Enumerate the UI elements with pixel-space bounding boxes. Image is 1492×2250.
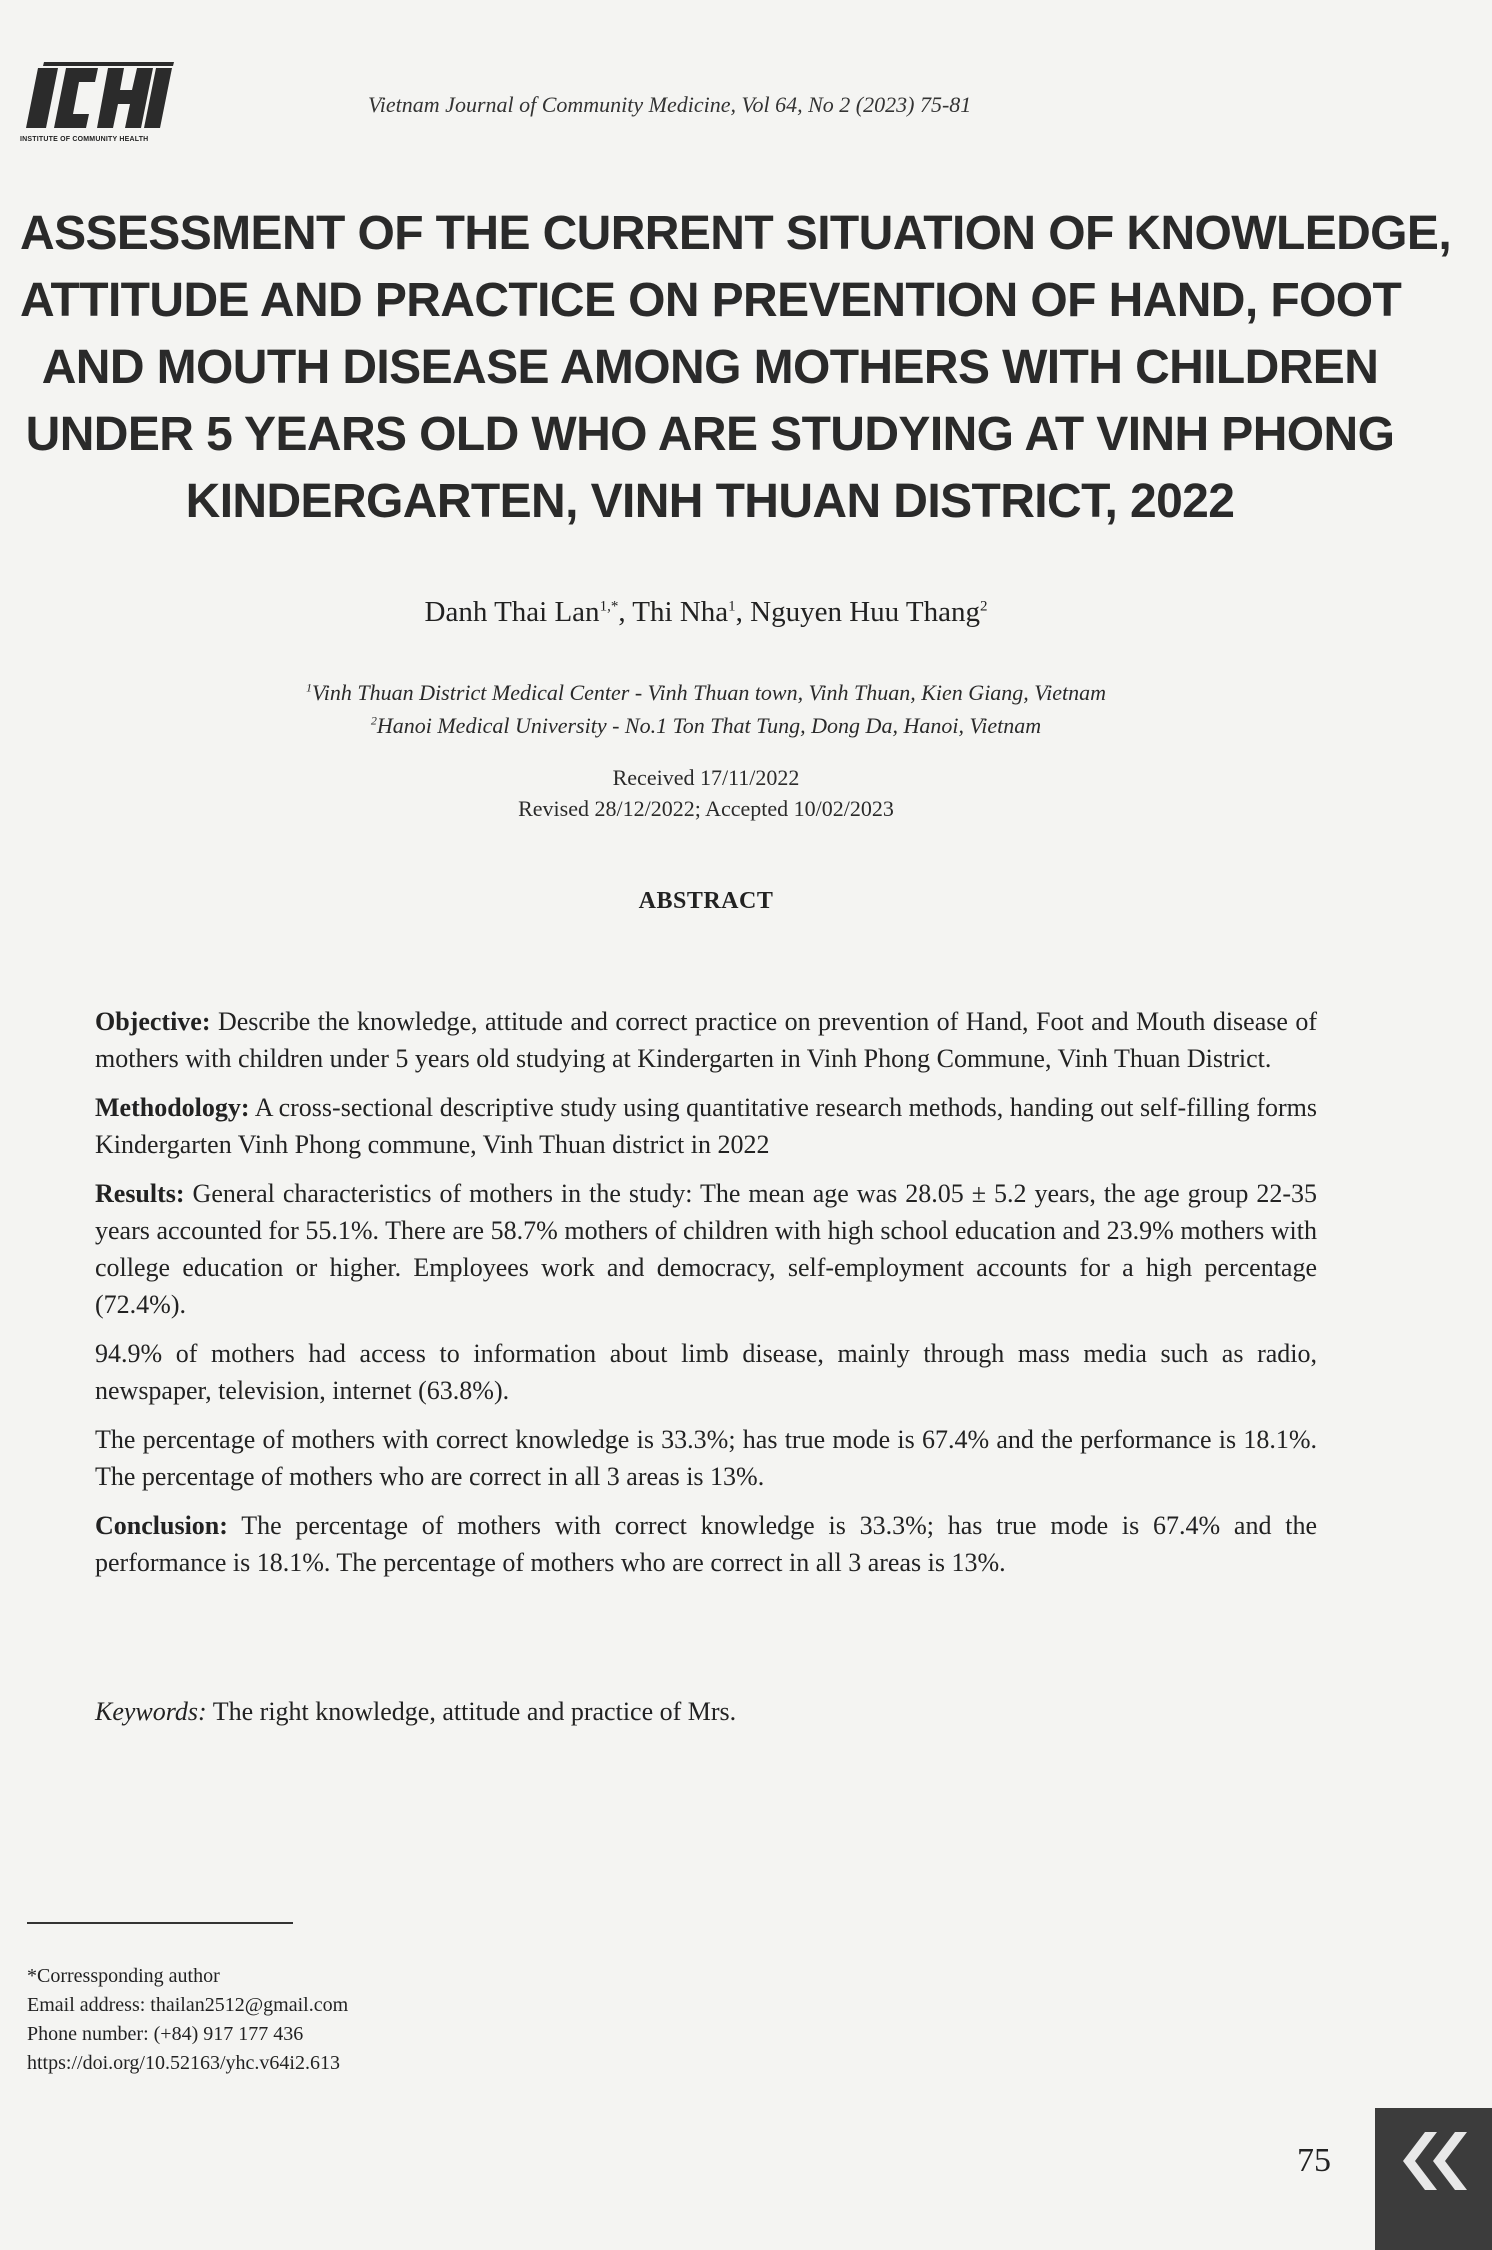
objective-label: Objective: [95,1007,211,1036]
paper-title [20,200,1452,535]
abstract-conclusion [95,1507,1317,1581]
author-list: Danh Thai Lan$^{1,*}$, Thi Nha$^1$, Nguyen Huu Thang$^2$ [424,596,988,628]
author-email: Email address: thailan2512@gmail.com [27,1994,349,2016]
author-affil-sup: 1 [728,598,736,615]
conclusion-text: The percentage of mothers with correct knowledge is 33.3%; has true mode is 67.4% and the performance is 18.1%. The percentage of mothers who are correct in all 3 areas is 13%. [95,1511,1317,1577]
double-chevron-left-icon [1381,2126,1481,2196]
abstract-heading: ABSTRACT [638,888,774,914]
corner-tab [1375,2108,1492,2250]
title-line: KINDERGARTEN, VINH THUAN DISTRICT, 2022 [185,475,1235,528]
affiliation-text: Vinh Thuan District Medical Center - Vinh Thuan town, Vinh Thuan, Kien Giang, Vietnam [312,680,1106,705]
affiliation-sup: 2 [370,713,377,728]
corresponding-author: *Corressponding author [27,1965,220,1987]
results-text: General characteristics of mothers in the study: The mean age was 28.05 ± 5.2 years, the age group 22-35 years accounted for 55.1%. There are 58.7% mothers of children with high school education and 23.9% mothers with college education or higher. Employees work and democracy, self-employment accounts for a high percentage (72.4%). [95,1179,1317,1319]
affiliation-sup: 1 [306,680,312,695]
abstract-methodology [95,1089,1317,1163]
affiliation-text: Hanoi Medical University - No.1 Ton That Tung, Dong Da, Hanoi, Vietnam [376,713,1042,738]
methodology-label: Methodology: [95,1093,250,1122]
journal-header: Vietnam Journal of Community Medicine, Vol 64, No 2 (2023) 75-81 [368,92,972,117]
footnote [27,1962,348,2078]
affiliation [0,676,1412,709]
keywords [95,1697,736,1727]
logo-caption: INSTITUTE OF COMMUNITY HEALTH [20,136,149,143]
title-line: ATTITUDE AND PRACTICE ON PREVENTION OF HAND, FOOT [20,274,1402,327]
title-line: UNDER 5 YEARS OLD WHO ARE STUDYING AT VINH PHONG [25,408,1395,461]
methodology-text: A cross-sectional descriptive study using quantitative research methods, handing out self-filling forms Kindergarten Vinh Phong commune, Vinh Thuan district in 2022 [95,1093,1317,1159]
author-name: Nguyen Huu Thang [750,596,980,628]
affiliation [0,709,1412,742]
results-label: Results: [95,1179,185,1208]
abstract-body [95,1003,1317,1593]
page-number: 75 [1297,2142,1331,2179]
abstract-results-3: The percentage of mothers with correct knowledge is 33.3%; has true mode is 67.4% and the performance is 18.1%. The percentage of mothers who are correct in all 3 areas is 13%. [95,1425,1317,1491]
title-line: ASSESSMENT OF THE CURRENT SITUATION OF KNOWLEDGE, [20,207,1452,260]
author-name: Danh Thai Lan [424,596,600,628]
author-phone: Phone number: (+84) 917 177 436 [27,2023,304,2045]
title-line: AND MOUTH DISEASE AMONG MOTHERS WITH CHILDREN [41,341,1379,394]
author-name: Thi Nha [632,596,729,628]
author-affil-sup: 1,* [599,598,619,615]
received-date: Received 17/11/2022 [612,765,800,790]
revised-accepted-date: Revised 28/12/2022; Accepted 10/02/2023 [518,796,894,821]
abstract-results-2: 94.9% of mothers had access to information about limb disease, mainly through mass media such as radio, newspaper, television, internet (63.8%). [95,1339,1317,1405]
author-affil-sup: 2 [979,598,988,615]
submission-dates [0,762,1412,824]
doi-link[interactable]: https://doi.org/10.52163/yhc.v64i2.613 [27,2052,340,2074]
affiliations [0,676,1412,742]
footnote-divider [27,1922,293,1924]
ich-logo-icon [24,62,174,132]
journal-logo [18,62,178,152]
keywords-text: The right knowledge, attitude and practice of Mrs. [206,1697,737,1726]
objective-text: Describe the knowledge, attitude and correct practice on prevention of Hand, Foot and Mouth disease of mothers with children under 5 years old studying at Kindergarten in Vinh Phong Commune, Vinh Thuan District. [95,1007,1317,1073]
conclusion-label: Conclusion: [95,1511,228,1540]
abstract-results [95,1175,1317,1323]
abstract-objective [95,1003,1317,1077]
keywords-label: Keywords: [95,1697,207,1726]
